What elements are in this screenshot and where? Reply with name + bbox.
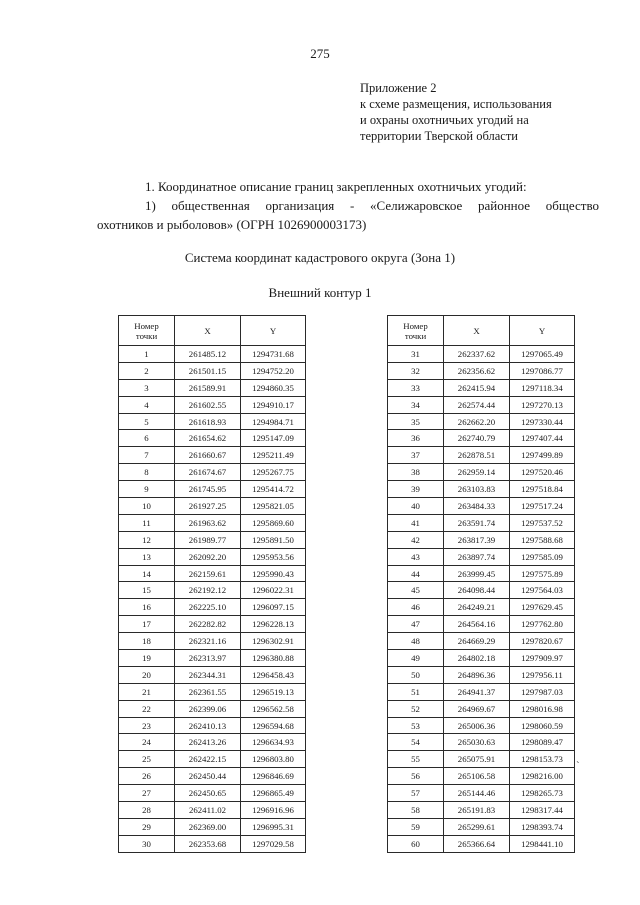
- y-coordinate-cell: 1295891.50: [241, 531, 306, 548]
- point-number-cell: 40: [388, 498, 444, 515]
- x-coordinate-cell: 265144.46: [444, 785, 510, 802]
- table-row: [119, 599, 306, 616]
- y-coordinate-cell: 1295821.05: [241, 498, 306, 515]
- page-number: 275: [310, 46, 330, 61]
- x-coordinate-cell: 262878.51: [444, 447, 510, 464]
- y-coordinate-cell: 1297517.24: [510, 498, 575, 515]
- y-coordinate-cell: 1298089.47: [510, 734, 575, 751]
- table-row: [119, 346, 306, 363]
- point-number-cell: 52: [388, 700, 444, 717]
- point-number-cell: 27: [119, 785, 175, 802]
- table-row: [388, 768, 575, 785]
- table-row: [119, 582, 306, 599]
- point-number-cell: 60: [388, 835, 444, 852]
- table-row: [388, 734, 575, 751]
- y-coordinate-cell: 1295211.49: [241, 447, 306, 464]
- table-row: [119, 481, 306, 498]
- point-number-cell: 51: [388, 683, 444, 700]
- table-row: [388, 362, 575, 379]
- point-number-cell: 29: [119, 818, 175, 835]
- x-coordinate-cell: 264564.16: [444, 616, 510, 633]
- table-row: [119, 548, 306, 565]
- x-coordinate-cell: 265075.91: [444, 751, 510, 768]
- point-number-cell: 41: [388, 514, 444, 531]
- point-number-cell: 15: [119, 582, 175, 599]
- table-row: [119, 464, 306, 481]
- x-coordinate-cell: 261927.25: [175, 498, 241, 515]
- table-row: [388, 565, 575, 582]
- point-number-cell: 12: [119, 531, 175, 548]
- x-coordinate-cell: 262959.14: [444, 464, 510, 481]
- point-number-cell: 38: [388, 464, 444, 481]
- point-number-cell: 32: [388, 362, 444, 379]
- point-number-cell: 58: [388, 802, 444, 819]
- table-row: [119, 717, 306, 734]
- point-number-cell: 9: [119, 481, 175, 498]
- table-row: [119, 633, 306, 650]
- header-x: X: [175, 316, 241, 346]
- x-coordinate-cell: 262356.62: [444, 362, 510, 379]
- header-point-number: [388, 316, 444, 346]
- table-row: [119, 700, 306, 717]
- x-coordinate-cell: 261501.15: [175, 362, 241, 379]
- y-coordinate-cell: 1297820.67: [510, 633, 575, 650]
- point-number-cell: 4: [119, 396, 175, 413]
- table-row: [119, 768, 306, 785]
- table-row: [119, 362, 306, 379]
- table-row: [388, 413, 575, 430]
- y-coordinate-cell: 1297029.58: [241, 835, 306, 852]
- table-row: [119, 616, 306, 633]
- table-row: [388, 818, 575, 835]
- x-coordinate-cell: 261674.67: [175, 464, 241, 481]
- point-number-cell: 59: [388, 818, 444, 835]
- y-coordinate-cell: 1297564.03: [510, 582, 575, 599]
- section-heading: 1. Координатное описание границ закрепленных охотничьих угодий:: [145, 179, 527, 194]
- x-coordinate-cell: 262092.20: [175, 548, 241, 565]
- x-coordinate-cell: 262225.10: [175, 599, 241, 616]
- x-coordinate-cell: 262574.44: [444, 396, 510, 413]
- x-coordinate-cell: 263103.83: [444, 481, 510, 498]
- table-row: [119, 396, 306, 413]
- point-number-cell: 3: [119, 379, 175, 396]
- table-row: [388, 666, 575, 683]
- appendix-line-2: к схеме размещения, использования: [360, 97, 552, 111]
- table-row: [388, 498, 575, 515]
- y-coordinate-cell: 1297909.97: [510, 650, 575, 667]
- y-coordinate-cell: 1296916.96: [241, 802, 306, 819]
- point-number-cell: 47: [388, 616, 444, 633]
- point-number-cell: 33: [388, 379, 444, 396]
- y-coordinate-cell: 1294910.17: [241, 396, 306, 413]
- x-coordinate-cell: 265299.61: [444, 818, 510, 835]
- y-coordinate-cell: 1296803.80: [241, 751, 306, 768]
- x-coordinate-cell: 262410.13: [175, 717, 241, 734]
- table-row: [119, 734, 306, 751]
- point-number-cell: 14: [119, 565, 175, 582]
- y-coordinate-cell: 1295990.43: [241, 565, 306, 582]
- x-coordinate-cell: 265366.64: [444, 835, 510, 852]
- point-number-cell: 42: [388, 531, 444, 548]
- y-coordinate-cell: 1297330.44: [510, 413, 575, 430]
- table-row: [388, 379, 575, 396]
- y-coordinate-cell: 1297086.77: [510, 362, 575, 379]
- x-coordinate-cell: 262361.55: [175, 683, 241, 700]
- y-coordinate-cell: 1298216.00: [510, 768, 575, 785]
- x-coordinate-cell: 262411.02: [175, 802, 241, 819]
- x-coordinate-cell: 265191.83: [444, 802, 510, 819]
- x-coordinate-cell: 263591.74: [444, 514, 510, 531]
- y-coordinate-cell: 1297762.80: [510, 616, 575, 633]
- point-number-cell: 49: [388, 650, 444, 667]
- y-coordinate-cell: 1298153.73: [510, 751, 575, 768]
- y-coordinate-cell: 1296634.93: [241, 734, 306, 751]
- x-coordinate-cell: 261485.12: [175, 346, 241, 363]
- x-coordinate-cell: 262159.61: [175, 565, 241, 582]
- table-row: [388, 582, 575, 599]
- coordinates-table-left: [118, 315, 306, 853]
- x-coordinate-cell: 262369.00: [175, 818, 241, 835]
- point-number-cell: 36: [388, 430, 444, 447]
- point-number-cell: 30: [119, 835, 175, 852]
- x-coordinate-cell: 261989.77: [175, 531, 241, 548]
- table-row: [388, 751, 575, 768]
- x-coordinate-cell: 262282.82: [175, 616, 241, 633]
- x-coordinate-cell: 262337.62: [444, 346, 510, 363]
- table-row: [388, 531, 575, 548]
- x-coordinate-cell: 263897.74: [444, 548, 510, 565]
- point-number-cell: 23: [119, 717, 175, 734]
- table-row: [388, 700, 575, 717]
- y-coordinate-cell: 1296519.13: [241, 683, 306, 700]
- x-coordinate-cell: 262450.44: [175, 768, 241, 785]
- point-number-cell: 31: [388, 346, 444, 363]
- table-row: [388, 430, 575, 447]
- table-row: [388, 396, 575, 413]
- y-coordinate-cell: 1296228.13: [241, 616, 306, 633]
- table-row: [388, 346, 575, 363]
- y-coordinate-cell: 1295953.56: [241, 548, 306, 565]
- y-coordinate-cell: 1297588.68: [510, 531, 575, 548]
- x-coordinate-cell: 262313.97: [175, 650, 241, 667]
- point-number-cell: 1: [119, 346, 175, 363]
- table-row: [119, 683, 306, 700]
- point-number-cell: 19: [119, 650, 175, 667]
- point-number-cell: 26: [119, 768, 175, 785]
- point-number-cell: 50: [388, 666, 444, 683]
- y-coordinate-cell: 1298317.44: [510, 802, 575, 819]
- point-number-cell: 16: [119, 599, 175, 616]
- x-coordinate-cell: 261654.62: [175, 430, 241, 447]
- y-coordinate-cell: 1297520.46: [510, 464, 575, 481]
- x-coordinate-cell: 262662.20: [444, 413, 510, 430]
- point-number-cell: 7: [119, 447, 175, 464]
- point-number-cell: 54: [388, 734, 444, 751]
- point-number-cell: 37: [388, 447, 444, 464]
- x-coordinate-cell: 265030.63: [444, 734, 510, 751]
- header-point-number-line-1: Номер: [403, 320, 428, 331]
- y-coordinate-cell: 1297118.34: [510, 379, 575, 396]
- y-coordinate-cell: 1297956.11: [510, 666, 575, 683]
- header-point-number: [119, 316, 175, 346]
- table-row: [119, 818, 306, 835]
- table-row: [119, 514, 306, 531]
- y-coordinate-cell: 1295147.09: [241, 430, 306, 447]
- y-coordinate-cell: 1296594.68: [241, 717, 306, 734]
- point-number-cell: 53: [388, 717, 444, 734]
- table-row: [119, 498, 306, 515]
- y-coordinate-cell: 1297407.44: [510, 430, 575, 447]
- x-coordinate-cell: 264941.37: [444, 683, 510, 700]
- y-coordinate-cell: 1295267.75: [241, 464, 306, 481]
- x-coordinate-cell: 262740.79: [444, 430, 510, 447]
- table-row: [119, 379, 306, 396]
- x-coordinate-cell: 262321.16: [175, 633, 241, 650]
- table-row: [388, 633, 575, 650]
- section-text: [97, 177, 599, 234]
- x-coordinate-cell: 262344.31: [175, 666, 241, 683]
- y-coordinate-cell: 1296458.43: [241, 666, 306, 683]
- table-row: [388, 548, 575, 565]
- y-coordinate-cell: 1297065.49: [510, 346, 575, 363]
- table-row: [388, 464, 575, 481]
- y-coordinate-cell: 1297987.03: [510, 683, 575, 700]
- x-coordinate-cell: 264098.44: [444, 582, 510, 599]
- table-row: [119, 785, 306, 802]
- point-number-cell: 13: [119, 548, 175, 565]
- y-coordinate-cell: 1296022.31: [241, 582, 306, 599]
- point-number-cell: 6: [119, 430, 175, 447]
- y-coordinate-cell: 1297575.89: [510, 565, 575, 582]
- point-number-cell: 8: [119, 464, 175, 481]
- table-row: [119, 565, 306, 582]
- point-number-cell: 57: [388, 785, 444, 802]
- x-coordinate-cell: 264969.67: [444, 700, 510, 717]
- x-coordinate-cell: 262192.12: [175, 582, 241, 599]
- section-org-line-2: охотников и рыболовов» (ОГРН 1026900003173): [97, 217, 367, 232]
- point-number-cell: 24: [119, 734, 175, 751]
- x-coordinate-cell: 261660.67: [175, 447, 241, 464]
- table-row: [388, 650, 575, 667]
- x-coordinate-cell: 261963.62: [175, 514, 241, 531]
- table-row: [388, 481, 575, 498]
- table-row: [388, 683, 575, 700]
- x-coordinate-cell: 262422.15: [175, 751, 241, 768]
- point-number-cell: 43: [388, 548, 444, 565]
- x-coordinate-cell: 263999.45: [444, 565, 510, 582]
- point-number-cell: 2: [119, 362, 175, 379]
- table-row: [388, 785, 575, 802]
- y-coordinate-cell: 1297585.09: [510, 548, 575, 565]
- y-coordinate-cell: 1296995.31: [241, 818, 306, 835]
- y-coordinate-cell: 1298016.98: [510, 700, 575, 717]
- table-header-row: [119, 316, 306, 346]
- x-coordinate-cell: 263484.33: [444, 498, 510, 515]
- y-coordinate-cell: 1296846.69: [241, 768, 306, 785]
- header-point-number-line-1: Номер: [134, 320, 159, 331]
- table-row: [388, 616, 575, 633]
- x-coordinate-cell: 264669.29: [444, 633, 510, 650]
- point-number-cell: 28: [119, 802, 175, 819]
- scan-mark: `: [576, 760, 580, 772]
- y-coordinate-cell: 1294984.71: [241, 413, 306, 430]
- table-row: [388, 802, 575, 819]
- header-y: Y: [510, 316, 575, 346]
- y-coordinate-cell: 1297270.13: [510, 396, 575, 413]
- table-row: [388, 717, 575, 734]
- point-number-cell: 21: [119, 683, 175, 700]
- x-coordinate-cell: 264802.18: [444, 650, 510, 667]
- x-coordinate-cell: 263817.39: [444, 531, 510, 548]
- point-number-cell: 18: [119, 633, 175, 650]
- point-number-cell: 48: [388, 633, 444, 650]
- y-coordinate-cell: 1295414.72: [241, 481, 306, 498]
- y-coordinate-cell: 1294731.68: [241, 346, 306, 363]
- y-coordinate-cell: 1296380.88: [241, 650, 306, 667]
- table-row: [119, 413, 306, 430]
- point-number-cell: 10: [119, 498, 175, 515]
- y-coordinate-cell: 1298393.74: [510, 818, 575, 835]
- table-row: [388, 835, 575, 852]
- point-number-cell: 39: [388, 481, 444, 498]
- table-row: [388, 447, 575, 464]
- appendix-line-4: территории Тверской области: [360, 129, 518, 143]
- appendix-line-1: Приложение 2: [360, 81, 437, 95]
- point-number-cell: 44: [388, 565, 444, 582]
- x-coordinate-cell: 264896.36: [444, 666, 510, 683]
- x-coordinate-cell: 262353.68: [175, 835, 241, 852]
- coordinates-table-right: [387, 315, 575, 853]
- y-coordinate-cell: 1298060.59: [510, 717, 575, 734]
- contour-title: Внешний контур 1: [268, 285, 372, 300]
- appendix-line-3: и охраны охотничьих угодий на: [360, 113, 529, 127]
- header-y: Y: [241, 316, 306, 346]
- table-row: [119, 430, 306, 447]
- y-coordinate-cell: 1296562.58: [241, 700, 306, 717]
- y-coordinate-cell: 1294860.35: [241, 379, 306, 396]
- table-row: [119, 802, 306, 819]
- table-row: [119, 531, 306, 548]
- y-coordinate-cell: 1296302.91: [241, 633, 306, 650]
- y-coordinate-cell: 1298265.73: [510, 785, 575, 802]
- table-row: [119, 751, 306, 768]
- point-number-cell: 56: [388, 768, 444, 785]
- y-coordinate-cell: 1297518.84: [510, 481, 575, 498]
- x-coordinate-cell: 262413.26: [175, 734, 241, 751]
- x-coordinate-cell: 262415.94: [444, 379, 510, 396]
- x-coordinate-cell: 261602.55: [175, 396, 241, 413]
- x-coordinate-cell: 265106.58: [444, 768, 510, 785]
- coordinate-system-title: Система координат кадастрового округа (Зона 1): [184, 250, 456, 265]
- appendix-header: [360, 80, 552, 144]
- y-coordinate-cell: 1298441.10: [510, 835, 575, 852]
- x-coordinate-cell: 264249.21: [444, 599, 510, 616]
- table-row: [119, 835, 306, 852]
- x-coordinate-cell: 262399.06: [175, 700, 241, 717]
- x-coordinate-cell: 261589.91: [175, 379, 241, 396]
- header-point-number-line-2: точки: [404, 330, 427, 341]
- point-number-cell: 11: [119, 514, 175, 531]
- point-number-cell: 17: [119, 616, 175, 633]
- x-coordinate-cell: 261745.95: [175, 481, 241, 498]
- point-number-cell: 22: [119, 700, 175, 717]
- x-coordinate-cell: 262450.65: [175, 785, 241, 802]
- y-coordinate-cell: 1296865.49: [241, 785, 306, 802]
- point-number-cell: 34: [388, 396, 444, 413]
- x-coordinate-cell: 261618.93: [175, 413, 241, 430]
- point-number-cell: 55: [388, 751, 444, 768]
- point-number-cell: 46: [388, 599, 444, 616]
- y-coordinate-cell: 1296097.15: [241, 599, 306, 616]
- table-header-row: [388, 316, 575, 346]
- table-row: [119, 650, 306, 667]
- table-row: [119, 666, 306, 683]
- point-number-cell: 35: [388, 413, 444, 430]
- y-coordinate-cell: 1297499.89: [510, 447, 575, 464]
- point-number-cell: 20: [119, 666, 175, 683]
- header-point-number-line-2: точки: [135, 330, 158, 341]
- y-coordinate-cell: 1297629.45: [510, 599, 575, 616]
- point-number-cell: 5: [119, 413, 175, 430]
- point-number-cell: 45: [388, 582, 444, 599]
- y-coordinate-cell: 1297537.52: [510, 514, 575, 531]
- section-org-line-1: 1) общественная организация - «Селижаровское районное общество: [145, 198, 599, 213]
- y-coordinate-cell: 1295869.60: [241, 514, 306, 531]
- point-number-cell: 25: [119, 751, 175, 768]
- header-x: X: [444, 316, 510, 346]
- table-row: [388, 514, 575, 531]
- x-coordinate-cell: 265006.36: [444, 717, 510, 734]
- y-coordinate-cell: 1294752.20: [241, 362, 306, 379]
- table-row: [388, 599, 575, 616]
- table-row: [119, 447, 306, 464]
